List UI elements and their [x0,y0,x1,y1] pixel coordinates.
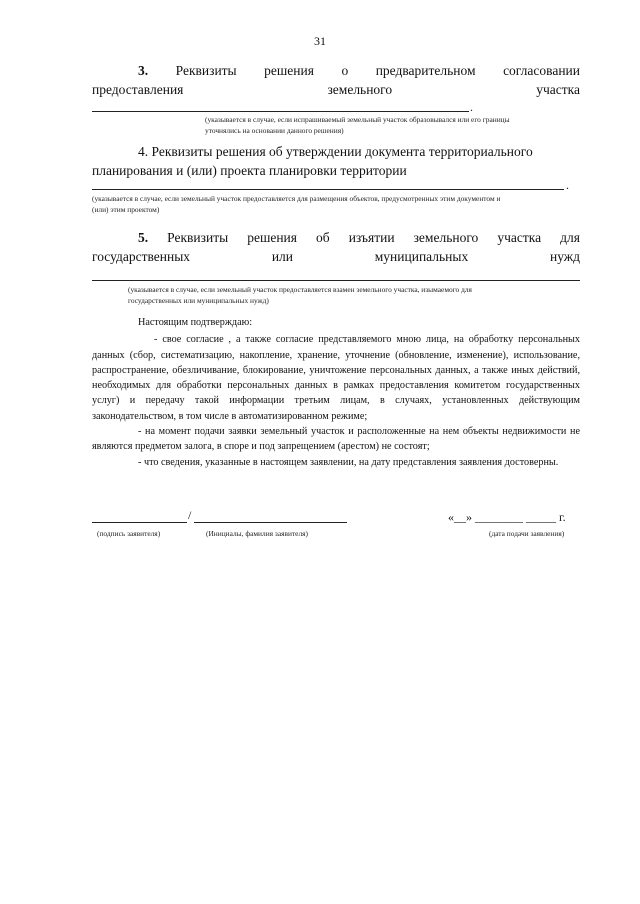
section5-title-line1: 5. Реквизиты решения об изъятии земельного участка для [92,229,580,247]
section3-end-mark: . [470,100,473,114]
section3-input-line[interactable] [92,111,469,112]
section4-note: (указывается в случае, если земельный участок предоставляется для размещения объектов, предусмотренных этим документом и (или) этим проектом) [92,194,501,214]
signature-label: (подпись заявителя) [97,529,161,538]
date-field[interactable]: «__» ________ _____ г. [448,510,566,524]
accuracy-paragraph: - что сведения, указанные в настоящем заявлении, на дату представления заявления достоверны. [138,456,559,468]
section5-title-line2: государственных или муниципальных нужд [92,249,580,264]
signature-line[interactable] [92,522,187,523]
signature-slash: / [188,508,192,522]
section5-note: (указывается в случае, если земельный участок предоставляется взамен земельного участка, изымаемого для государственных или муниципальных нужд) [128,285,472,305]
no-encumbrance-paragraph: - на момент подачи заявки земельный участок и расположенные на нем объекты недвижимости не являются предметом залога, в споре и под запрещением (арестом) не состоят; [92,426,580,453]
consent-paragraph: - свое согласие , а также согласие представляемого мною лица, на обработку персональных данных (сбор, систематизацию, накопление, хранение, уточнение (обновление, изменение), использование, распространение, обезличивание, блокирование, уничтожение персональных данных, а также иных действий, необходимых для обработки персональных данных в рамках предоставления комитетом государственных услуг) и передачу такой информации третьим лицам, в случаях, установленных действующим законодательством, в том числе в автоматизированном режиме; [92,334,580,422]
date-label: (дата подачи заявления) [489,529,565,538]
page-number: 31 [314,34,326,48]
confirmation-block [92,315,580,470]
section5-number: 5. [138,230,149,245]
name-line[interactable] [194,522,347,523]
section4-title: 4. Реквизиты решения об утверждении документа территориального планирования и (или) проекта планировки территории [92,144,533,178]
section3-title-line1: 3. Реквизиты решения о предварительном согласовании [92,62,580,80]
section4-end-mark: . [566,178,569,192]
section3-title-line2: предоставления земельного участка [92,82,580,97]
section3-note: (указывается в случае, если испрашиваемый земельный участок образовывался или его границы уточнялись на основании данного решения) [205,115,510,135]
section5-input-line[interactable] [92,280,580,281]
name-label: (Инициалы, фамилия заявителя) [206,529,309,538]
section3-number: 3. [138,63,149,78]
section4-input-line[interactable] [92,189,564,190]
confirmation-intro: Настоящим подтверждаю: [138,317,253,328]
